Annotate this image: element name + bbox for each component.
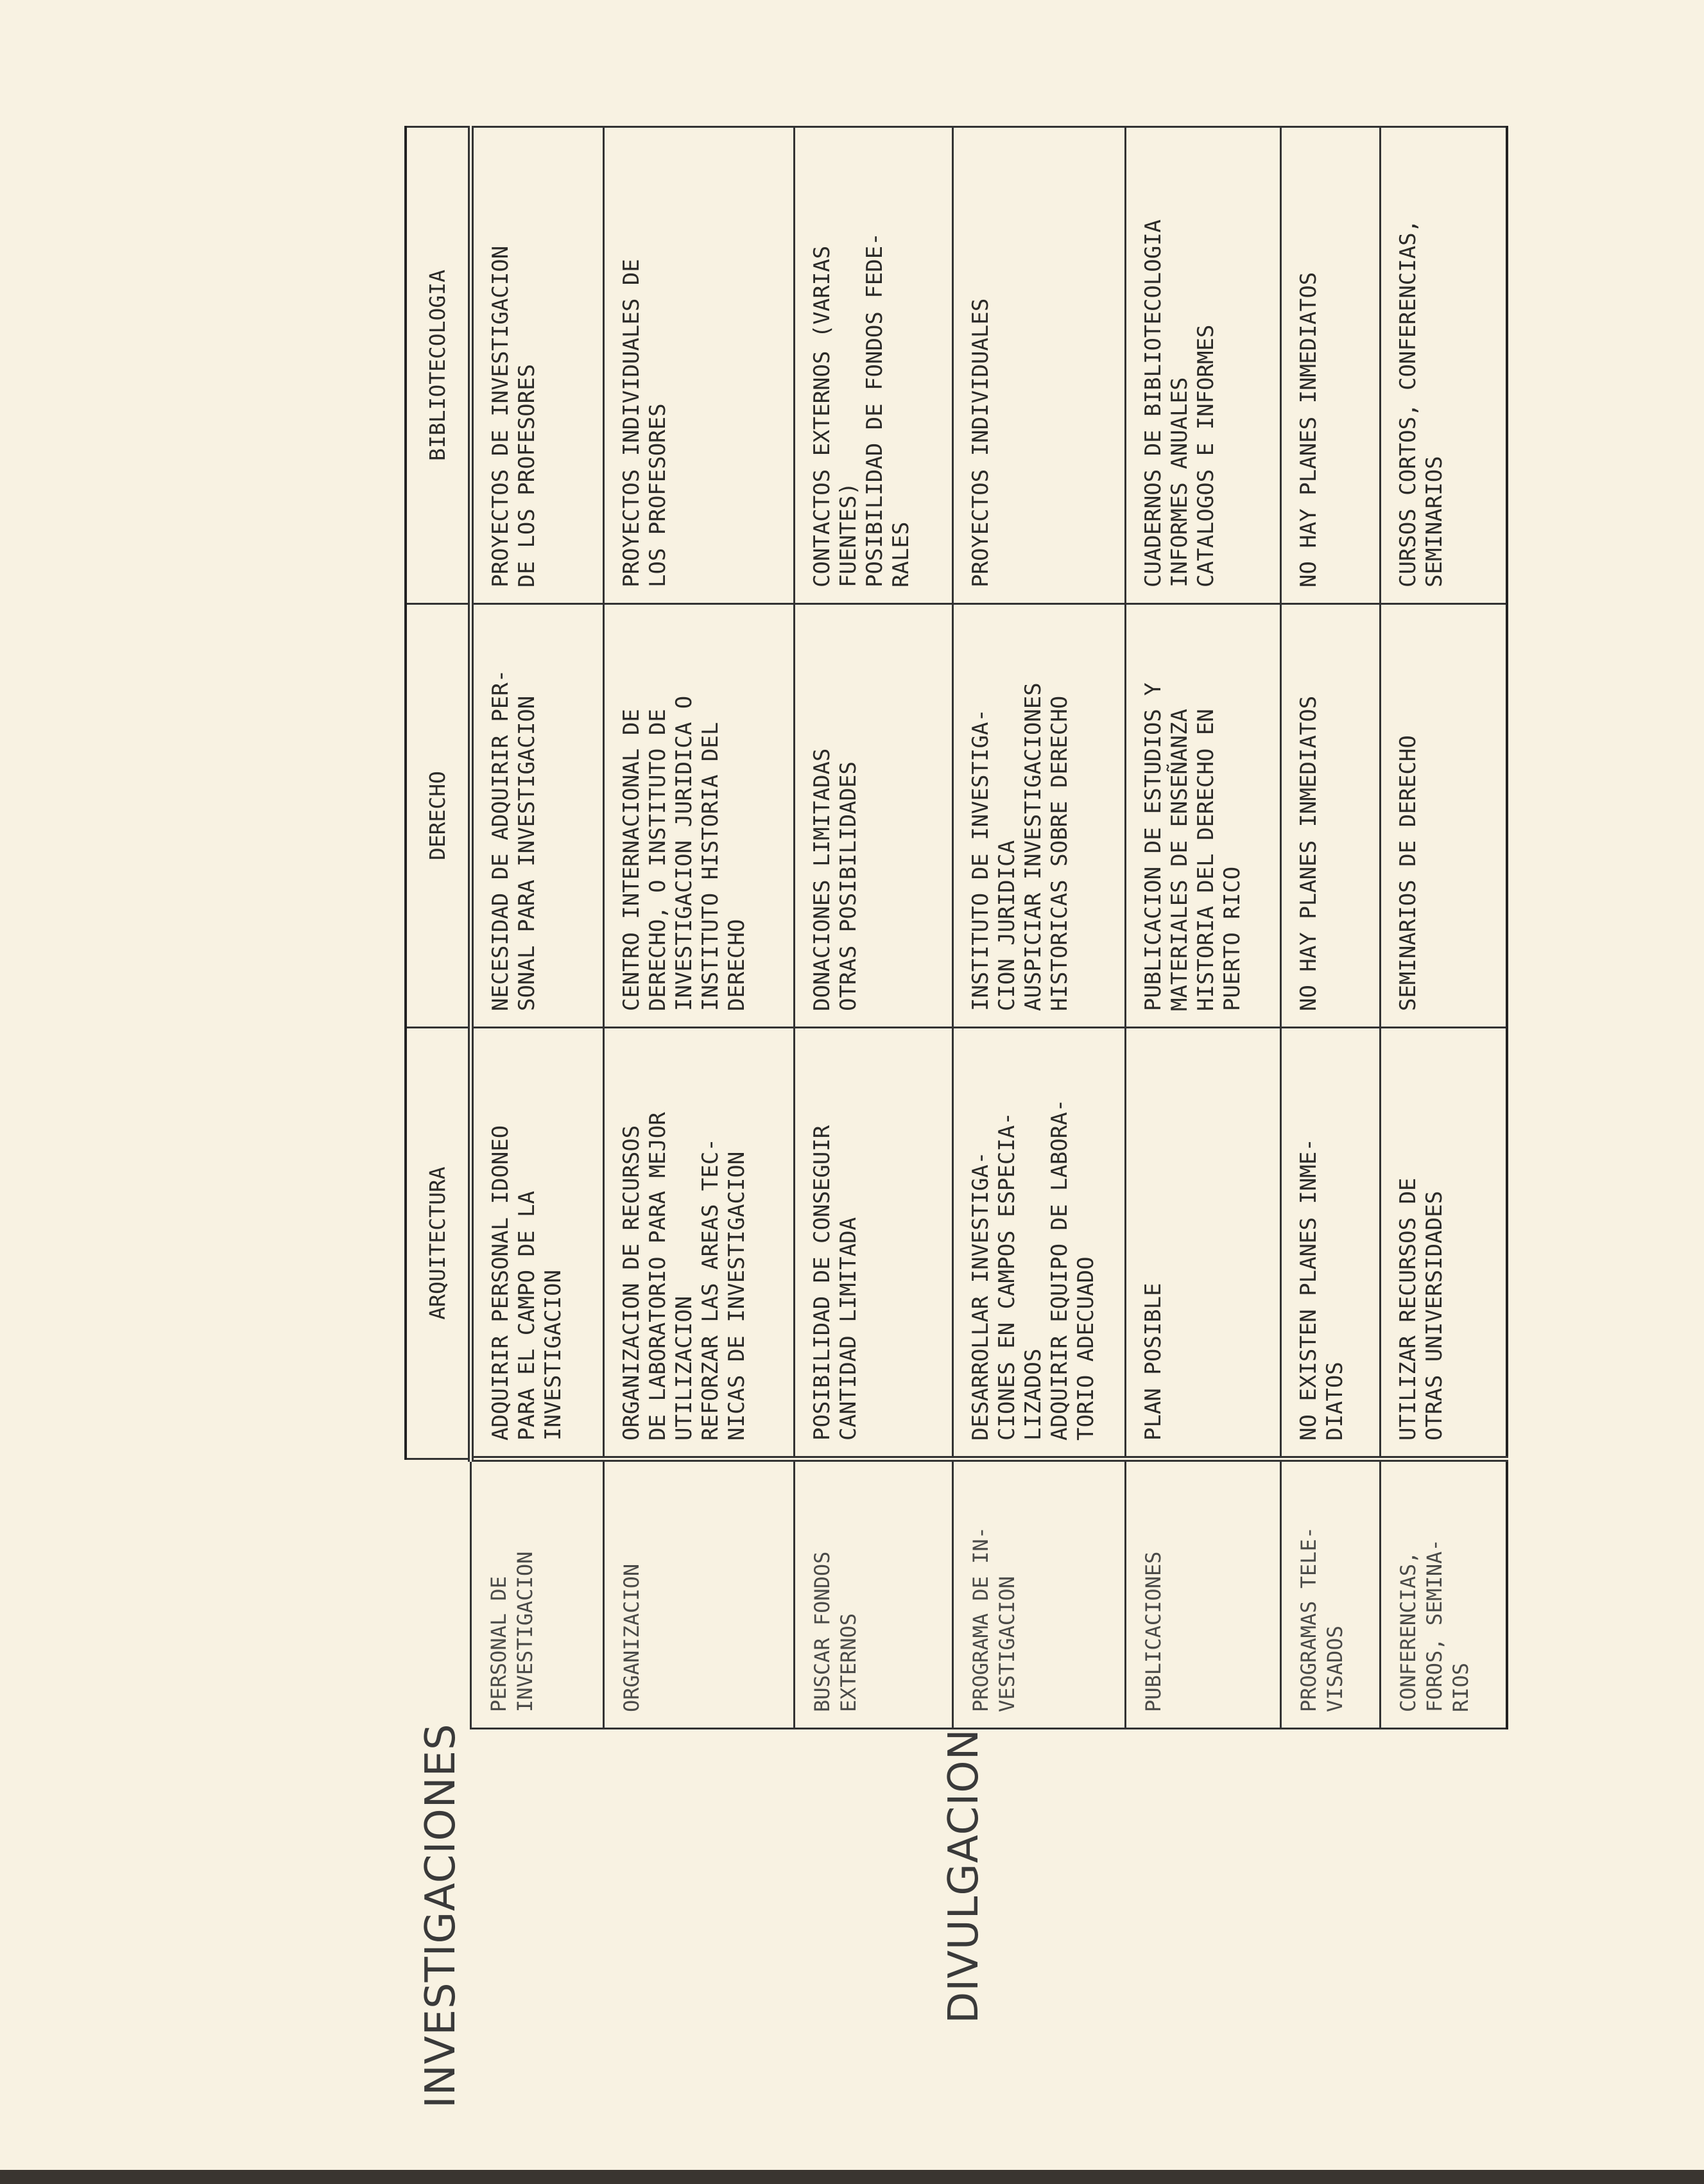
table-row [795,127,953,1729]
cell-bibliotecologia: PROYECTOS DE INVESTIGACION DE LOS PROFESORES [471,127,604,604]
row-header: PROGRAMA DE IN- VESTIGACION [953,1459,1126,1729]
column-header-arquitectura: ARQUITECTURA [406,1028,471,1459]
header-row [406,127,471,1729]
header-corner [406,1459,471,1729]
table-row [604,127,795,1729]
row-header: PUBLICACIONES [1126,1459,1281,1729]
cell-bibliotecologia: CONTACTOS EXTERNOS (VARIAS FUENTES) POSIBILIDAD DE FONDOS FEDE- RALES [795,127,953,604]
cell-bibliotecologia: PROYECTOS INDIVIDUALES [953,127,1126,604]
row-header: BUSCAR FONDOS EXTERNOS [795,1459,953,1729]
cell-derecho: NO HAY PLANES INMEDIATOS [1281,604,1381,1028]
cell-arquitectura: NO EXISTEN PLANES INME- DIATOS [1281,1028,1381,1459]
cell-arquitectura: PLAN POSIBLE [1126,1028,1281,1459]
section-label-divulgacion: DIVULGACION [940,1728,988,2024]
comparison-table [404,126,1508,1729]
table-row [953,127,1126,1729]
cell-derecho: INSTITUTO DE INVESTIGA- CION JURIDICA AUSPICIAR INVESTIGACIONES HISTORICAS SOBRE DERECHO [953,604,1126,1028]
cell-derecho: PUBLICACION DE ESTUDIOS Y MATERIALES DE ENSEÑANZA HISTORIA DEL DERECHO EN PUERTO RICO [1126,604,1281,1028]
cell-arquitectura: ORGANIZACION DE RECURSOS DE LABORATORIO PARA MEJOR UTILIZACION REFORZAR LAS AREAS TEC- NICAS DE INVESTIGACION [604,1028,795,1459]
cell-bibliotecologia: CURSOS CORTOS, CONFERENCIAS, SEMINARIOS [1381,127,1508,604]
table-row [1126,127,1281,1729]
column-header-bibliotecologia: BIBLIOTECOLOGIA [406,127,471,604]
cell-derecho: SEMINARIOS DE DERECHO [1381,604,1508,1028]
table-row [471,127,604,1729]
table-row [1381,127,1508,1729]
column-header-derecho: DERECHO [406,604,471,1028]
section-label-investigaciones: INVESTIGACIONES [417,1723,465,2108]
table-row [1281,127,1381,1729]
row-header: ORGANIZACION [604,1459,795,1729]
cell-derecho: CENTRO INTERNACIONAL DE DERECHO, O INSTITUTO DE INVESTIGACION JURIDICA O INSTITUTO HISTORIA DEL DERECHO [604,604,795,1028]
row-header: CONFERENCIAS, FOROS, SEMINA- RIOS [1381,1459,1508,1729]
cell-arquitectura: UTILIZAR RECURSOS DE OTRAS UNIVERSIDADES [1381,1028,1508,1459]
row-header: PERSONAL DE INVESTIGACION [471,1459,604,1729]
cell-bibliotecologia: CUADERNOS DE BIBLIOTECOLOGIA INFORMES ANUALES CATALOGOS E INFORMES [1126,127,1281,604]
cell-arquitectura: POSIBILIDAD DE CONSEGUIR CANTIDAD LIMITADA [795,1028,953,1459]
cell-arquitectura: DESARROLLAR INVESTIGA- CIONES EN CAMPOS ESPECIA- LIZADOS ADQUIRIR EQUIPO DE LABORA- TORIO ADECUADO [953,1028,1126,1459]
cell-bibliotecologia: PROYECTOS INDIVIDUALES DE LOS PROFESORES [604,127,795,604]
cell-derecho: DONACIONES LIMITADAS OTRAS POSIBILIDADES [795,604,953,1028]
cell-bibliotecologia: NO HAY PLANES INMEDIATOS [1281,127,1381,604]
cell-arquitectura: ADQUIRIR PERSONAL IDONEO PARA EL CAMPO DE LA INVESTIGACION [471,1028,604,1459]
cell-derecho: NECESIDAD DE ADQUIRIR PER- SONAL PARA INVESTIGACION [471,604,604,1028]
row-header: PROGRAMAS TELE- VISADOS [1281,1459,1381,1729]
